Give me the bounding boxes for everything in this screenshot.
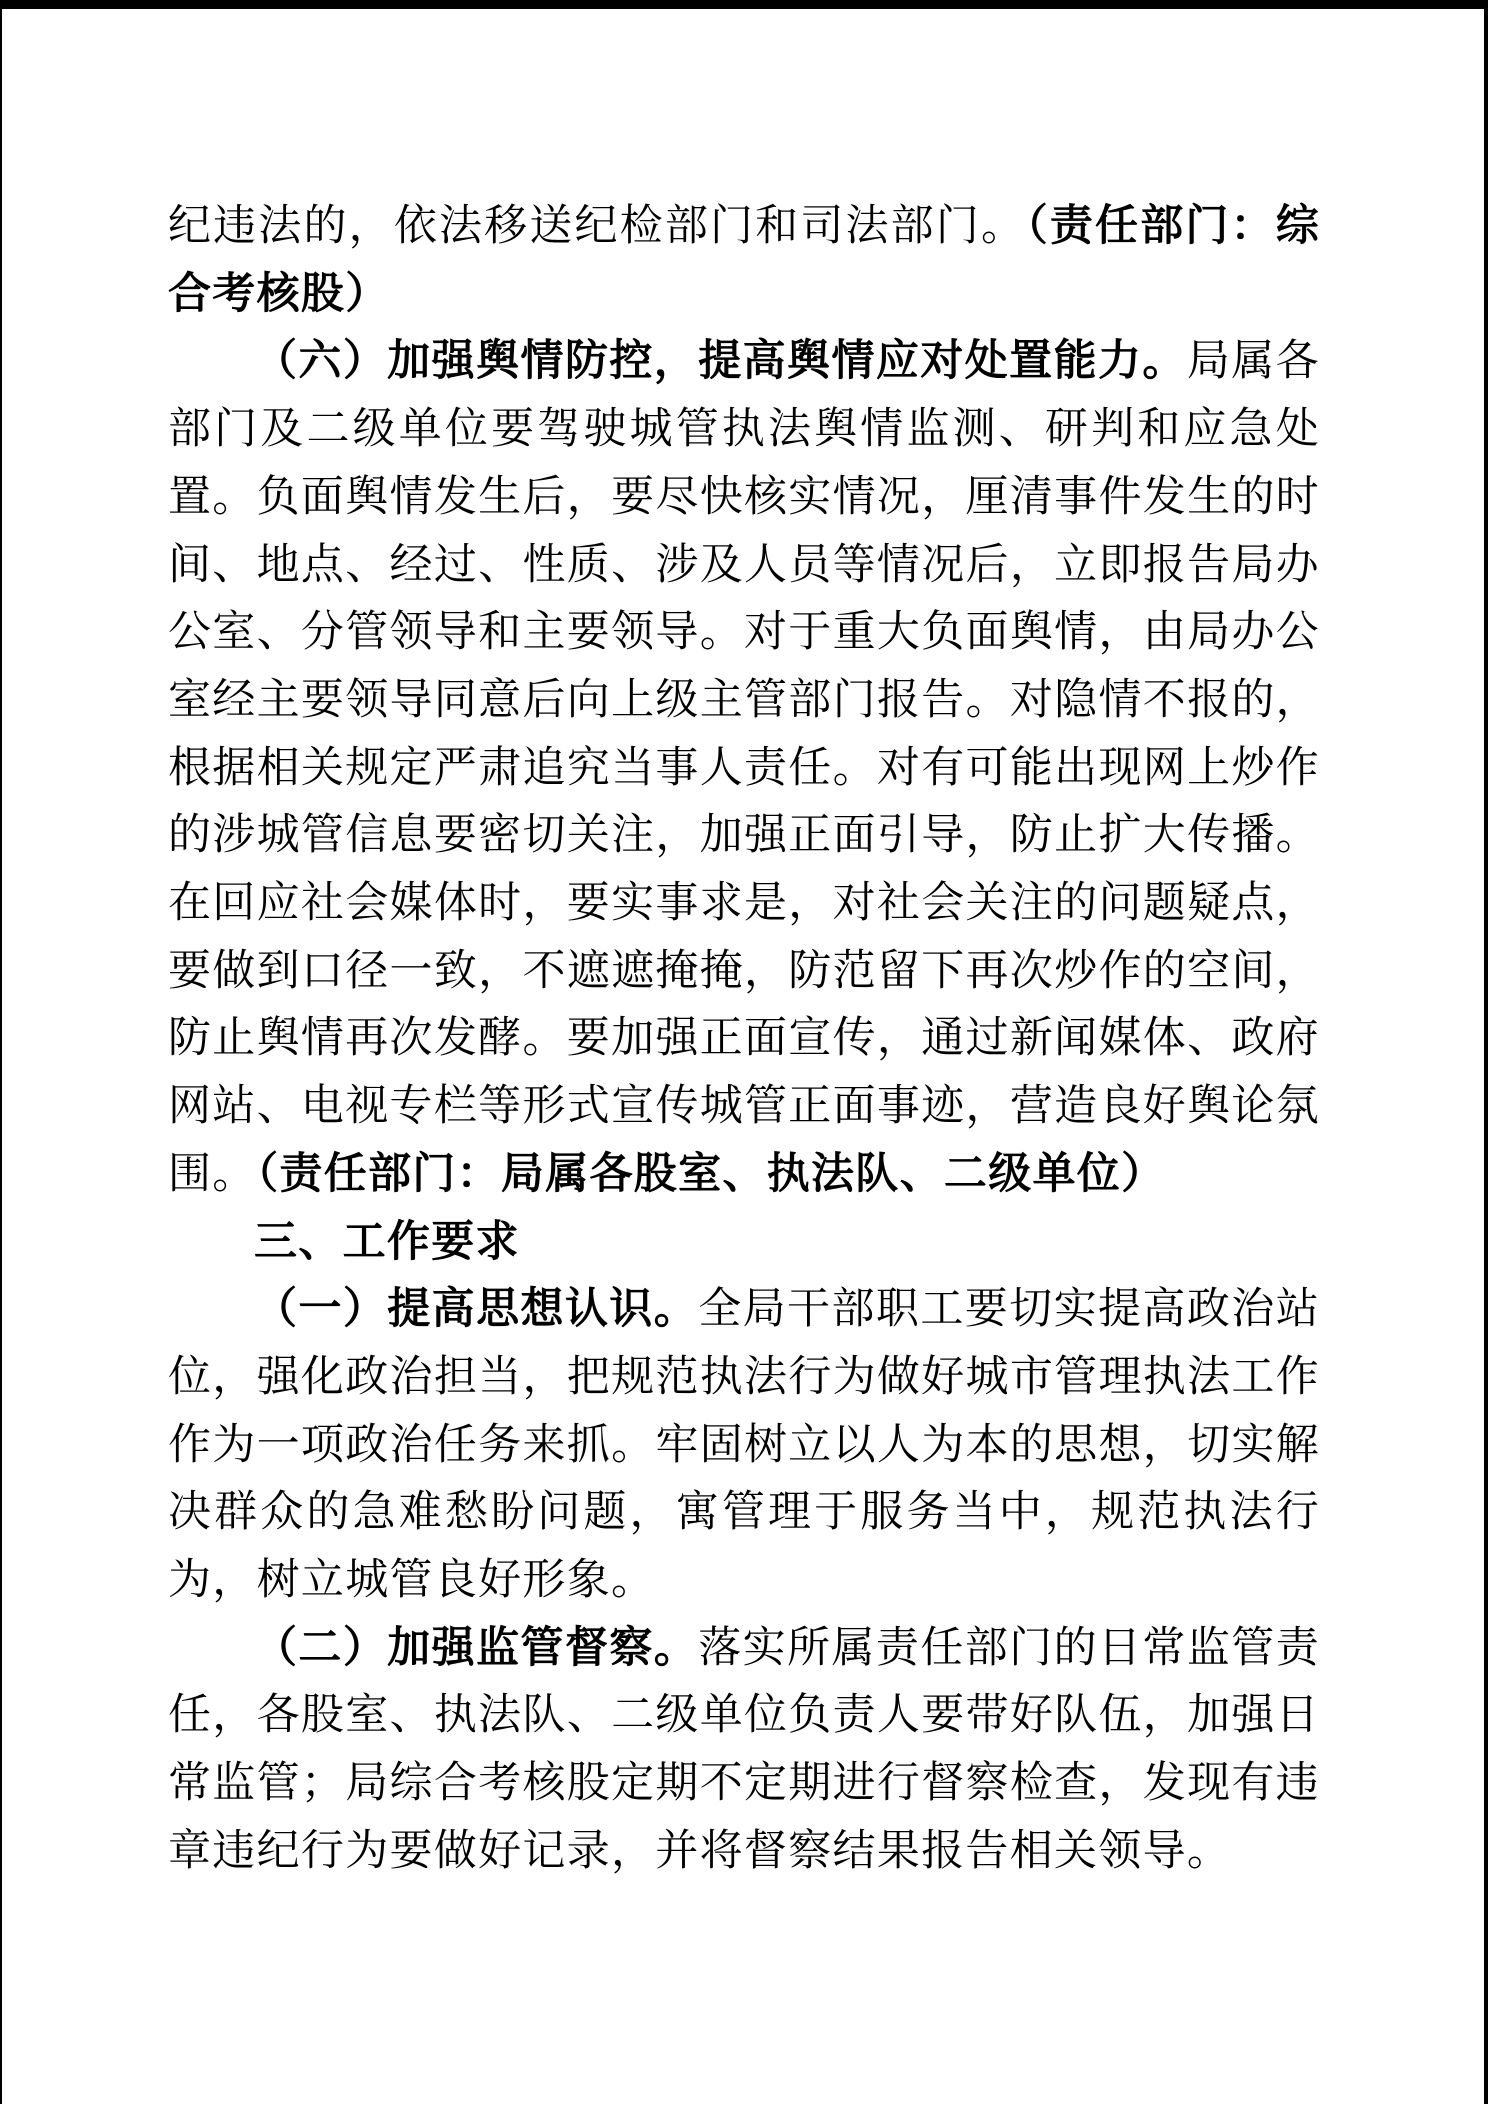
item-2-heading-segment: （二）加强监管督察。 bbox=[254, 1624, 699, 1672]
text-segment: 局属各部门及二级单位要驾驶城管执法舆情监测、研判和应急处置。负面舆情发生后，要尽快核实情况，厘清事件发生的时间、地点、经过、性质、涉及人员等情况后，立即报告局办公室、分管领导和主要领导。对于重大负面舆情，由局办公室经主要领导同意后向上级主管部门报告。对隐情不报的，根据相关规定严肃追究当事人责任。对有可能出现网上炒作的涉城管信息要密切关注，加强正面引导，防止扩大传播。在回应社会媒体时，要实事求是，对社会关注的问题疑点，要做到口径一致，不遮遮掩掩，防范留下再次炒作的空间，防止舆情再次发酵。要加强正面宣传，通过新闻媒体、政府网站、电视专栏等形式宣传城管正面事迹，营造良好舆论氛围。 bbox=[168, 338, 1320, 1198]
text-segment: 全局干部职工要切实提高政治站位，强化政治担当，把规范执法行为做好城市管理执法工作作为一项政治任务来抓。牢固树立以人为本的思想，切实解决群众的急难愁盼问题，寓管理于服务当中，规范执法行为，树立城管良好形象。 bbox=[168, 1286, 1320, 1605]
item-1-heading-segment: （一）提高思想认识。 bbox=[254, 1286, 699, 1334]
continuation-paragraph bbox=[168, 193, 1320, 328]
responsible-dept-segment: （责任部门：综合考核股） bbox=[168, 203, 1320, 318]
document-body bbox=[168, 193, 1320, 1886]
item-2-paragraph bbox=[168, 1615, 1320, 1886]
text-segment: 落实所属责任部门的日常监管责任，各股室、执法队、二级单位负责人要带好队伍，加强日常监管；局综合考核股定期不定期进行督察检查，发现有违章违纪行为要做好记录，并将督察结果报告相关领导。 bbox=[168, 1624, 1320, 1875]
item-1-paragraph bbox=[168, 1276, 1320, 1615]
section-6-paragraph bbox=[168, 328, 1320, 1208]
responsible-dept-segment: （责任部门：局属各股室、执法队、二级单位） bbox=[256, 1150, 1166, 1198]
text-segment: 纪违法的，依法移送纪检部门和司法部门。 bbox=[168, 203, 1027, 250]
heading-segment: 三、工作要求 bbox=[254, 1218, 520, 1266]
section-6-heading-segment: （六）加强舆情防控，提高舆情应对处置能力。 bbox=[254, 338, 1187, 386]
section-3-heading bbox=[168, 1209, 1320, 1277]
document-page bbox=[2, 9, 1484, 2104]
